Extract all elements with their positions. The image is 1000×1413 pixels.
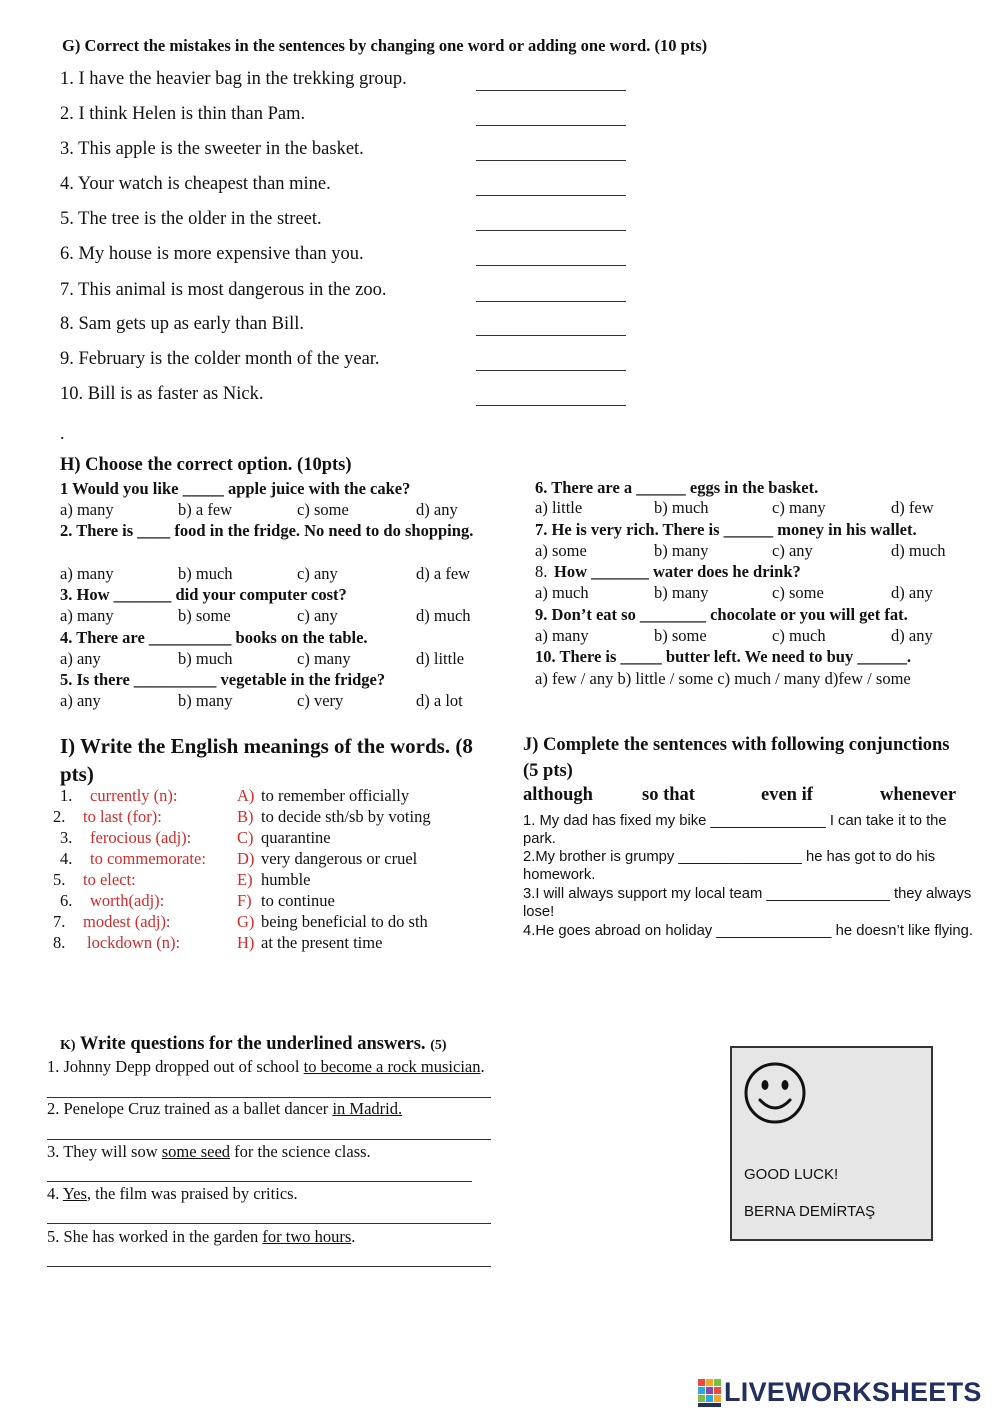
question-number: 8. [535,562,548,581]
row-number: 8. [53,933,66,952]
meaning-text: very dangerous or cruel [261,849,418,868]
g-answer-8[interactable] [476,319,626,336]
meaning-letter: F) [237,891,252,910]
option[interactable]: c) very [297,691,344,710]
g-item-4: 4. Your watch is cheapest than mine. [60,174,331,194]
option[interactable]: d) few [891,498,934,517]
stray-dot: . [60,423,65,443]
meaning-letter: B) [237,807,254,826]
k-item-1 [47,1057,485,1077]
g-item-10: 10. Bill is as faster as Nick. [60,384,264,404]
option[interactable]: a) much [535,583,589,602]
option[interactable]: c) any [772,541,813,560]
option[interactable]: c) some [297,500,349,519]
k-underlined-answer: some seed [161,1142,231,1161]
g-answer-7[interactable] [476,285,626,302]
k-underlined-answer: in Madrid. [332,1099,403,1118]
vocab-word: ferocious (adj): [90,828,192,847]
g-item-7: 7. This animal is most dangerous in the zoo. [60,280,387,300]
g-answer-3[interactable] [476,144,626,161]
k-underlined-answer: for two hours [262,1227,352,1246]
section-h-title: H) Choose the correct option. (10pts) [60,455,352,475]
j-sentence-4[interactable]: 4.He goes abroad on holiday ______________ he doesn’t like flying. [523,923,974,939]
option[interactable]: c) much [772,626,826,645]
option[interactable]: b) many [654,541,709,560]
j-sentence-1[interactable]: 1. My dad has fixed my bike ______________ I can take it to the park. [523,813,947,847]
k-text: for the science class. [230,1142,371,1161]
h-question-9: 9. Don’t eat so ________ chocolate or you will get fat. [535,605,908,624]
option[interactable]: b) much [178,564,233,583]
meaning-letter: H) [237,933,255,952]
meaning-letter: C) [237,828,254,847]
conjunction-whenever: whenever [880,785,957,805]
option[interactable]: c) some [772,583,824,602]
g-answer-6[interactable] [476,249,626,266]
section-k-title [60,1034,447,1055]
g-item-6: 6. My house is more expensive than you. [60,244,364,264]
vocab-word: currently (n): [90,786,178,805]
g-item-1: 1. I have the heavier bag in the trekking group. [60,69,407,89]
g-answer-1[interactable] [476,74,626,91]
g-answer-10[interactable] [476,389,626,406]
vocab-word: lockdown (n): [87,933,181,952]
h-options-10[interactable]: a) few / any b) little / some c) much / many d)few / some [535,669,911,688]
k-underlined-answer: Yes [62,1184,87,1203]
option[interactable]: c) many [297,649,351,668]
h-question-10: 10. There is _____ butter left. We need to buy ______. [535,647,911,666]
h-question-7: 7. He is very rich. There is ______ money in his wallet. [535,520,917,539]
k-answer-line-1[interactable] [47,1097,491,1098]
g-answer-5[interactable] [476,214,626,231]
k-text: 1. Johnny Depp dropped out of school [47,1057,304,1076]
option[interactable]: a) some [535,541,587,560]
k-answer-line-3[interactable] [47,1181,472,1182]
j-sentence-3[interactable]: 3.I will always support my local team _______________ they always lose! [523,886,972,920]
k-text: 3. They will sow [47,1142,162,1161]
option[interactable]: d) any [891,626,933,645]
g-answer-4[interactable] [476,179,626,196]
g-item-5: 5. The tree is the older in the street. [60,209,322,229]
good-luck-text: GOOD LUCK! [744,1166,839,1183]
option[interactable]: a) any [60,649,101,668]
meaning-text: being beneficial to do sth [261,912,428,931]
option[interactable]: b) many [178,691,233,710]
option[interactable]: d) any [891,583,933,602]
meaning-text: at the present time [261,933,383,952]
k-text: . [480,1057,485,1076]
option[interactable]: c) any [297,564,338,583]
meaning-text: to remember officially [261,786,410,805]
vocab-word: to elect: [83,870,136,889]
row-number: 6. [60,891,73,910]
section-i-title: I) Write the English meanings of the words. (8 pts) [60,734,473,786]
row-number: 7. [53,912,66,931]
k-answer-line-4[interactable] [47,1223,491,1224]
conjunction-so-that: so that [642,785,695,805]
row-number: 3. [60,828,73,847]
option[interactable]: d) a lot [416,691,463,710]
option[interactable]: a) any [60,691,101,710]
k-answer-line-5[interactable] [47,1266,491,1267]
good-luck-box [730,1046,933,1241]
row-number: 5. [53,870,66,889]
liveworksheets-logo-text: LIVEWORKSHEETS [724,1377,982,1407]
h-question-5: 5. Is there __________ vegetable in the fridge? [60,670,386,689]
k-text: 5. She has worked in the garden [47,1227,263,1246]
conjunction-although: although [523,785,593,805]
meaning-text: to continue [261,891,335,910]
vocab-word: to commemorate: [90,849,206,868]
row-number: 1. [60,786,73,805]
option[interactable]: b) some [178,606,231,625]
option[interactable]: a) little [535,498,583,517]
k-text: , the film was praised by critics. [86,1184,298,1203]
section-g-title: G) Correct the mistakes in the sentences by changing one word or adding one word. (10 pts) [62,36,708,55]
g-answer-2[interactable] [476,109,626,126]
h-question-4: 4. There are __________ books on the table. [60,628,368,647]
option[interactable]: d) little [416,649,465,668]
g-item-9: 9. February is the colder month of the year. [60,349,380,369]
section-k-letter: K) [60,1038,76,1053]
option[interactable]: c) any [297,606,338,625]
k-text: . [351,1227,356,1246]
meaning-letter: D) [237,849,255,868]
meaning-letter: G) [237,912,255,931]
question-text: How _______ water does he drink? [554,562,801,581]
h-question-3: 3. How _______ did your computer cost? [60,585,347,604]
meaning-letter: A) [237,786,255,805]
h-question-1: 1 Would you like _____ apple juice with the cake? [60,479,411,498]
option[interactable]: a) many [60,564,114,583]
meaning-text: to decide sth/sb by voting [261,807,431,826]
vocab-word: worth(adj): [90,891,165,910]
section-k-heading: Write questions for the underlined answers. [79,1034,426,1054]
g-item-2: 2. I think Helen is thin than Pam. [60,104,306,124]
section-k-points: (5) [430,1038,447,1053]
k-text: 2. Penelope Cruz trained as a ballet dancer [47,1099,333,1118]
k-item-3 [47,1142,371,1162]
option[interactable]: a) many [60,500,114,519]
vocab-word: modest (adj): [83,912,171,931]
option[interactable]: b) many [654,583,709,602]
option[interactable]: b) much [654,498,709,517]
k-underlined-answer: to become a rock musician [303,1057,481,1076]
option[interactable]: a) many [60,606,114,625]
option[interactable]: d) a few [416,564,471,583]
option[interactable]: d) much [891,541,946,560]
k-item-2 [47,1099,402,1119]
row-number: 4. [60,849,73,868]
option[interactable]: c) many [772,498,826,517]
k-item-5 [47,1227,355,1247]
g-item-3: 3. This apple is the sweeter in the basket. [60,139,364,159]
author-name: BERNA DEMİRTAŞ [744,1203,876,1220]
h-question-6: 6. There are a ______ eggs in the basket. [535,478,819,497]
liveworksheets-logo-icon [698,1379,722,1409]
h-question-2: 2. There is ____ food in the fridge. No need to do shopping. [60,521,474,540]
k-text: 4. [47,1184,63,1203]
option[interactable]: b) much [178,649,233,668]
k-answer-line-2[interactable] [47,1139,491,1140]
option[interactable]: b) a few [178,500,233,519]
option[interactable]: d) much [416,606,471,625]
option[interactable]: a) many [535,626,589,645]
meaning-letter: E) [237,870,253,889]
vocab-word: to last (for): [83,807,162,826]
k-item-4 [47,1184,298,1204]
j-sentence-2[interactable]: 2.My brother is grumpy _______________ he has got to do his homework. [523,849,936,883]
conjunction-even-if: even if [761,785,813,805]
meaning-text: humble [261,870,311,889]
smiley-icon [742,1060,808,1126]
row-number: 2. [53,807,66,826]
meaning-text: quarantine [261,828,331,847]
g-answer-9[interactable] [476,354,626,371]
section-j-title: J) Complete the sentences with following conjunctions (5 pts) [523,735,950,781]
option[interactable]: d) any [416,500,458,519]
option[interactable]: b) some [654,626,707,645]
g-item-8: 8. Sam gets up as early than Bill. [60,314,305,334]
